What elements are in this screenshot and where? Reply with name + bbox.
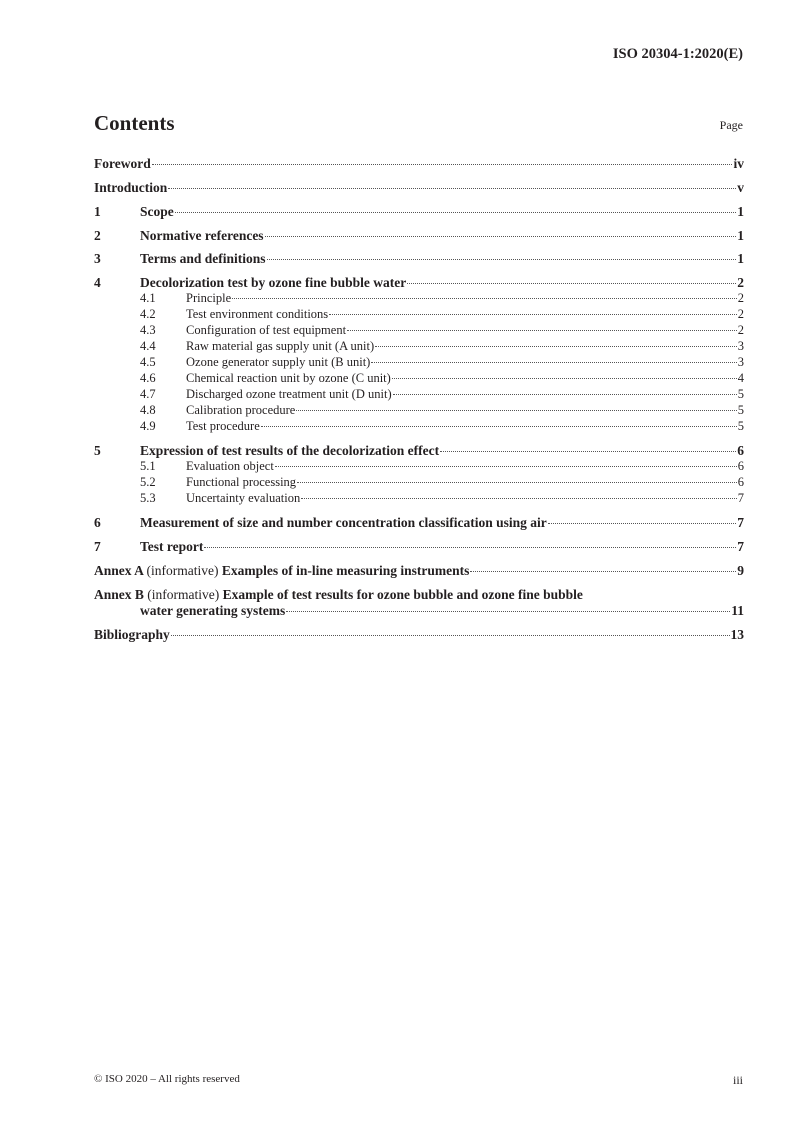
toc-entry-4-6[interactable]: 4.6 Chemical reaction unit by ozone (C unit) 4 — [140, 371, 744, 385]
dot-leader — [347, 330, 737, 331]
dot-leader — [232, 298, 737, 299]
toc-entry-4-1[interactable]: 4.1 Principle 2 — [140, 291, 744, 305]
annex-type: (informative) — [146, 563, 219, 578]
dot-leader — [204, 547, 736, 548]
toc-entry-terms-and-definitions[interactable]: 3 Terms and definitions 1 — [94, 251, 744, 266]
dot-leader — [265, 236, 737, 237]
toc-entry-scope[interactable]: 1 Scope 1 — [94, 204, 744, 219]
copyright-notice: © ISO 2020 – All rights reserved — [94, 1073, 240, 1085]
document-id: ISO 20304-1:2020(E) — [612, 46, 743, 62]
dot-leader — [393, 394, 737, 395]
toc-entry-4-4[interactable]: 4.4 Raw material gas supply unit (A unit) 3 — [140, 339, 744, 353]
dot-leader — [392, 378, 737, 379]
dot-leader — [175, 212, 737, 213]
toc-entry-annex-a[interactable]: Annex A (informative) Examples of in-line measuring instruments 9 — [94, 563, 744, 578]
toc-entry-test-report[interactable]: 7 Test report 7 — [94, 539, 744, 554]
dot-leader — [168, 188, 736, 189]
dot-leader — [297, 482, 737, 483]
toc-entry-5-1[interactable]: 5.1 Evaluation object 6 — [140, 459, 744, 473]
page-column-label: Page — [719, 118, 743, 132]
dot-leader — [171, 635, 730, 636]
dot-leader — [301, 498, 737, 499]
toc-entry-bibliography[interactable]: Bibliography 13 — [94, 627, 744, 642]
dot-leader — [329, 314, 737, 315]
toc-entry-4-2[interactable]: 4.2 Test environment conditions 2 — [140, 307, 744, 321]
toc-entry-foreword[interactable]: Foreword iv — [94, 156, 744, 171]
contents-title: Contents — [94, 111, 175, 135]
page-number: iii — [732, 1073, 743, 1087]
toc-entry-4-9[interactable]: 4.9 Test procedure 5 — [140, 419, 744, 433]
toc-entry-introduction[interactable]: Introduction v — [94, 180, 744, 195]
dot-leader — [275, 466, 737, 467]
dot-leader — [261, 426, 737, 427]
annex-title: Example of test results for ozone bubble and ozone fine bubble — [222, 587, 583, 602]
annex-label: Annex B — [94, 587, 144, 602]
toc-entry-4-5[interactable]: 4.5 Ozone generator supply unit (B unit) 3 — [140, 355, 744, 369]
toc-entry-4-8[interactable]: 4.8 Calibration procedure 5 — [140, 403, 744, 417]
annex-type: (informative) — [147, 587, 220, 602]
toc-entry-normative-references[interactable]: 2 Normative references 1 — [94, 228, 744, 243]
dot-leader — [548, 523, 737, 524]
annex-label: Annex A — [94, 563, 144, 578]
toc-entry-5-3[interactable]: 5.3 Uncertainty evaluation 7 — [140, 491, 744, 505]
dot-leader — [375, 346, 737, 347]
dot-leader — [296, 410, 736, 411]
toc-entry-4-3[interactable]: 4.3 Configuration of test equipment 2 — [140, 323, 744, 337]
toc-entry-5-2[interactable]: 5.2 Functional processing 6 — [140, 475, 744, 489]
dot-leader — [152, 164, 733, 165]
toc-entry-annex-b-line2[interactable]: water generating systems 11 — [140, 603, 744, 618]
toc-entry-decolorization-test[interactable]: 4 Decolorization test by ozone fine bubble water 2 — [94, 275, 744, 290]
dot-leader — [440, 451, 736, 452]
toc-entry-expression-of-test-results[interactable]: 5 Expression of test results of the decolorization effect 6 — [94, 443, 744, 458]
dot-leader — [286, 611, 730, 612]
toc-entry-measurement-of-size[interactable]: 6 Measurement of size and number concentration classification using air 7 — [94, 515, 744, 530]
dot-leader — [407, 283, 736, 284]
dot-leader — [267, 259, 737, 260]
dot-leader — [470, 571, 736, 572]
toc-entry-4-7[interactable]: 4.7 Discharged ozone treatment unit (D unit) 5 — [140, 387, 744, 401]
dot-leader — [371, 362, 736, 363]
toc-entry-annex-b-line1[interactable] — [94, 587, 583, 603]
annex-title: Examples of in-line measuring instruments — [221, 563, 470, 578]
